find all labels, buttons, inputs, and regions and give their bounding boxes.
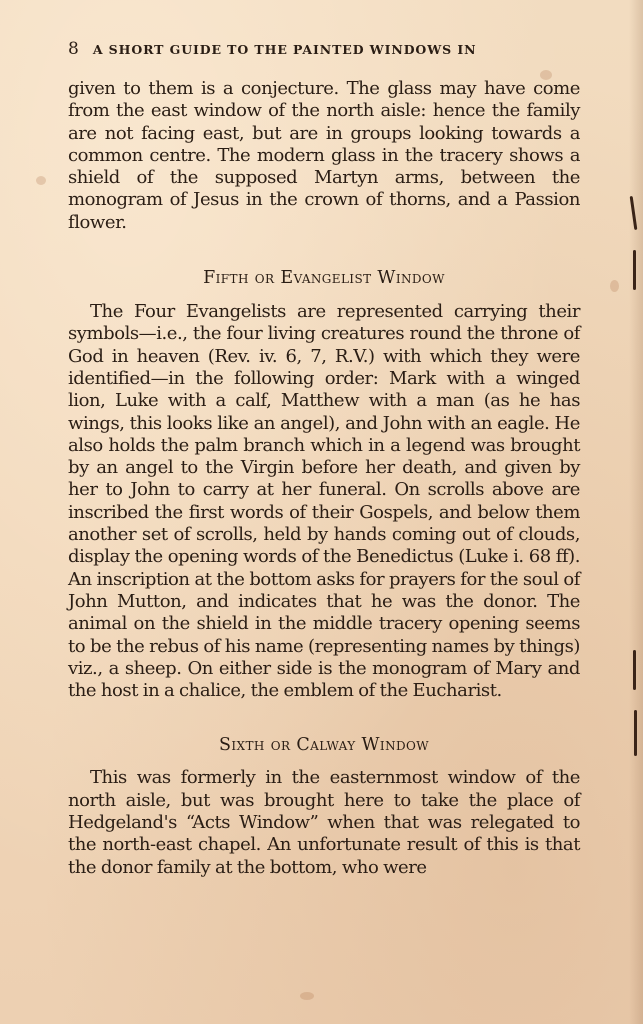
section-heading-sixth-window: Sixth or Calway Window (219, 735, 429, 756)
paper-stain (610, 280, 619, 292)
running-title: A SHORT GUIDE TO THE PAINTED WINDOWS IN (92, 42, 477, 57)
margin-ink-mark (630, 196, 638, 230)
margin-ink-mark (633, 250, 636, 290)
paper-stain (36, 176, 46, 185)
paragraph-continued: given to them is a conjecture. The glass may have come from the east window of the north aisle: hence the family are not facing east, but are in groups looking towards a common centre. The modern glass in the tracery shows a shield of the supposed Martyn arms, between the monogram of Jesus in the crown of thorns, and a Passion flower. (68, 78, 580, 233)
paragraph-evangelist-window: The Four Evangelists are represented carrying their symbols—i.e., the four living creatures round the throne of God in heaven (Rev. iv. 6, 7, R.V.) with which they were identified—in the following order: Mark with a winged lion, Luke with a calf, Matthew with a man (as he has wings, this looks like an angel), and John with an eagle. He also holds the palm branch which in a legend was brought by an angel to the Virgin before her death, and given by her to John to carry at her funeral. On scrolls above are inscribed the first words of their Gospels, and below them another set of scrolls, held by hands coming out of clouds, display the opening words of the Benedictus (Luke i. 68 ff). An inscription at the bottom asks for prayers for the soul of John Mutton, and indicates that he was the donor. The animal on the shield in the middle tracery opening seems to be the rebus of his name (representing names by things) viz., a sheep. On either side is the monogram of Mary and the host in a chalice, the emblem of the Eucharist. (68, 301, 580, 702)
paragraph-calway-window: This was formerly in the easternmost window of the north aisle, but was brought here to take the place of Hedgeland's “Acts Window” when that was relegated to the north-east chapel. An unfortunate result of this is that the donor family at the bottom, who were (68, 767, 580, 878)
running-head (68, 40, 580, 78)
page-number: 8 (68, 39, 79, 59)
margin-ink-mark (633, 650, 636, 690)
page-content (68, 40, 580, 879)
section-heading-fifth-window: Fifth or Evangelist Window (203, 268, 445, 289)
paper-stain (300, 992, 314, 1000)
margin-ink-mark (634, 710, 637, 756)
